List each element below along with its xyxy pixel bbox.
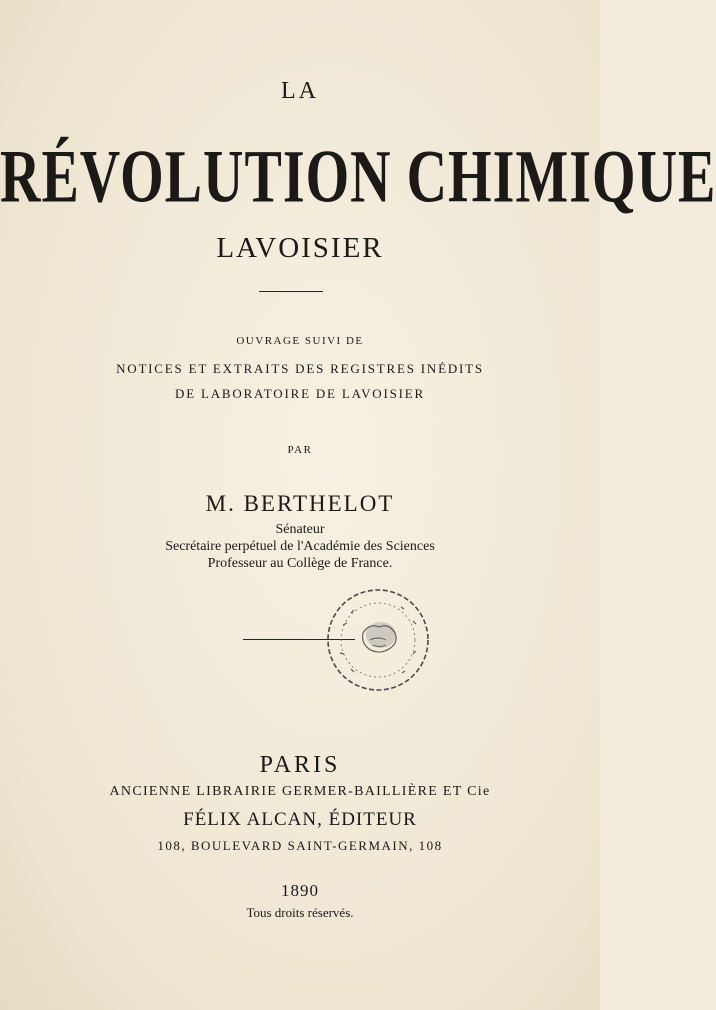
author-role-senateur: Sénateur — [275, 522, 325, 537]
author-name: M. BERTHELOT — [205, 491, 395, 516]
author-role-secretaire: Secrétaire perpétuel de l'Académie des Sciences — [165, 539, 435, 554]
notices-line: NOTICES ET EXTRAITS DES REGISTRES INÉDITS — [116, 361, 484, 376]
author-role-professeur: Professeur au Collège de France. — [207, 556, 393, 571]
publisher-editeur: FÉLIX ALCAN, ÉDITEUR — [183, 809, 417, 830]
par-line: PAR — [287, 444, 313, 456]
laboratoire-line: DE LABORATOIRE DE LAVOISIER — [175, 386, 425, 401]
library-stamp-area — [243, 585, 443, 695]
rights-notice: Tous droits réservés. — [246, 905, 354, 920]
publisher-librairie: ANCIENNE LIBRAIRIE GERMER-BAILLIÈRE ET Cie — [109, 784, 491, 799]
library-stamp-icon — [323, 585, 433, 695]
publisher-address: 108, BOULEVARD SAINT-GERMAIN, 108 — [157, 838, 443, 853]
publication-year: 1890 — [281, 881, 319, 900]
publisher-city: PARIS — [259, 752, 341, 778]
title-divider — [259, 291, 323, 292]
title-article: LA — [281, 78, 319, 104]
subtitle: LAVOISIER — [216, 232, 384, 264]
ouvrage-line: OUVRAGE SUIVI DE — [236, 335, 364, 347]
main-title: RÉVOLUTION CHIMIQUE — [0, 135, 716, 220]
